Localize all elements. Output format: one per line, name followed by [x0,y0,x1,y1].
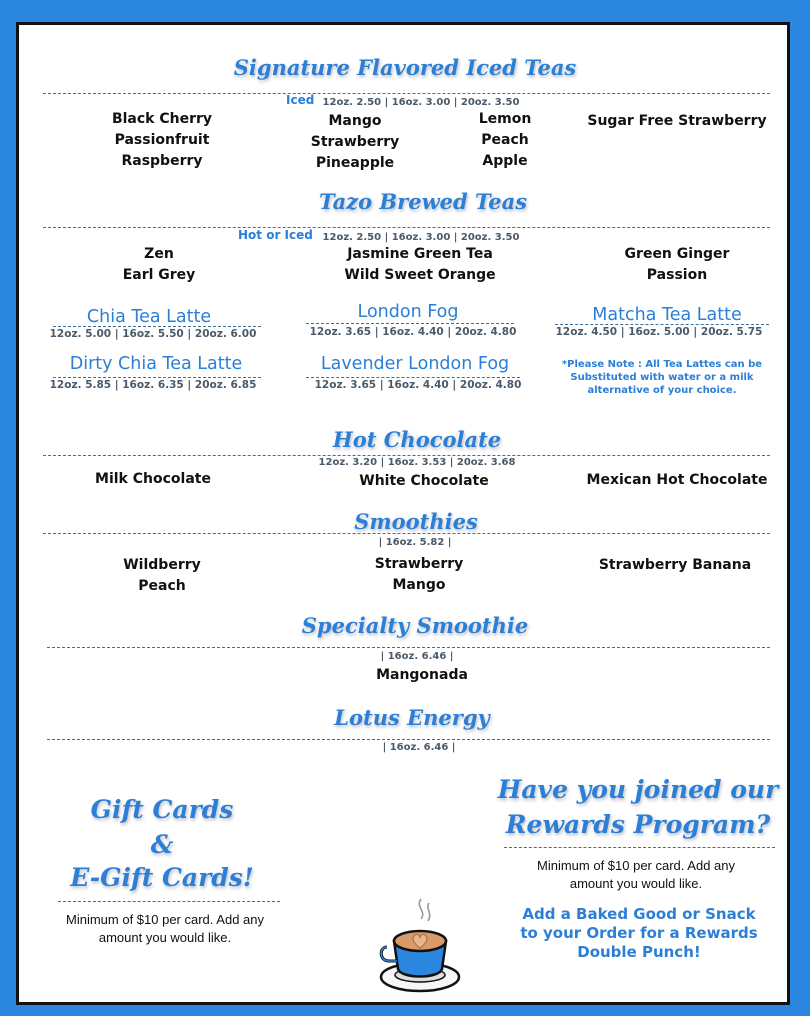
matcha-latte-name: Matcha Tea Latte [592,305,742,325]
london-fog-name: London Fog [357,302,459,322]
smoothies-col2 [375,554,464,596]
coffee-cup-icon [377,895,463,997]
gift-cards-text: Minimum of $10 per card. Add any amount you would like. [66,912,264,945]
white-chocolate: White Chocolate [359,473,489,489]
menu-item: Jasmine Green Tea [347,246,493,262]
hot-chocolate-title: Hot Chocolate [332,427,502,452]
smoothies-col3 [599,555,751,576]
dirty-chia-name: Dirty Chia Tea Latte [69,354,243,374]
lavender-fog-name: Lavender London Fog [320,354,510,374]
tazo-col1 [123,244,196,286]
menu-item: Apple [482,153,528,169]
chia-latte-name: Chia Tea Latte [86,307,212,327]
tazo-prices: 12oz. 2.50 | 16oz. 3.00 | 20oz. 3.50 [322,232,520,243]
smoothies-title: Smoothies [354,509,478,534]
specialty-title: Specialty Smoothie [301,613,529,638]
gift-divider [58,901,280,902]
tazo-col2 [344,244,495,286]
menu-item: Wildberry [123,557,201,573]
lavender-divider [306,377,520,378]
menu-item: Strawberry [310,134,400,150]
matcha-latte-prices: 12oz. 4.50 | 16oz. 5.00 | 20oz. 5.75 [555,326,763,338]
hot-chocolate-prices: 12oz. 3.20 | 16oz. 3.53 | 20oz. 3.68 [318,457,516,468]
london-divider [306,323,514,324]
menu-item: Pineapple [315,155,395,171]
menu-item: Raspberry [121,153,203,169]
menu-item: Zen [144,246,174,262]
hot-chocolate-divider [43,455,770,456]
menu-item: Mango [392,577,446,593]
matcha-divider [555,324,769,325]
chia-latte-prices: 12oz. 5.00 | 16oz. 5.50 | 20oz. 6.00 [49,328,257,340]
menu-item: Peach [138,578,186,594]
tazo-title: Tazo Brewed Teas [318,189,528,214]
lotus-divider [47,739,770,740]
latte-note: *Please Note : All Tea Lattes can be Substituted with water or a milk alternative of your choice. [561,359,763,396]
signature-divider [43,93,770,94]
menu-item: Green Ginger [624,246,730,262]
signature-col2 [311,111,400,174]
rewards-promo: Add a Baked Good or Snack to your Order for a Rewards Double Punch! [520,905,758,961]
specialty-prices: | 16oz. 6.46 | [380,651,454,662]
tazo-label: Hot or Iced [238,228,313,242]
smoothies-divider [43,533,770,534]
mexican-hot-chocolate: Mexican Hot Chocolate [586,472,768,488]
dirty-chia-prices: 12oz. 5.85 | 16oz. 6.35 | 20oz. 6.85 [49,379,257,391]
menu-page [16,22,790,1005]
tazo-col3 [625,244,730,286]
rewards-line2: Rewards Program? [505,810,771,839]
gift-cards-line2: & [150,830,174,859]
lotus-title: Lotus Energy [334,705,490,730]
rewards-line1: Have you joined our [497,775,779,804]
gift-cards-line1: Gift Cards [90,795,234,824]
smoothies-col1 [123,555,201,597]
menu-item: Strawberry Banana [598,557,752,573]
signature-col4 [587,111,766,132]
rewards-divider [504,847,775,848]
menu-item: Earl Grey [122,267,196,283]
milk-chocolate: Milk Chocolate [95,471,211,487]
chia-divider [53,326,261,327]
menu-item: Peach [481,132,529,148]
menu-item: Passion [646,267,708,283]
menu-item: Sugar Free Strawberry [587,113,767,129]
signature-prices: 12oz. 2.50 | 16oz. 3.00 | 20oz. 3.50 [322,97,520,108]
mangonada: Mangonada [376,667,468,683]
london-fog-prices: 12oz. 3.65 | 16oz. 4.40 | 20oz. 4.80 [309,326,517,338]
menu-item: Lemon [478,111,532,127]
rewards-text: Minimum of $10 per card. Add any amount you would like. [537,858,735,891]
menu-item: Wild Sweet Orange [344,267,496,283]
menu-item: Passionfruit [114,132,210,148]
signature-title: Signature Flavored Iced Teas [233,55,577,80]
menu-item: Black Cherry [111,111,213,127]
smoothies-prices: | 16oz. 5.82 | [378,537,452,548]
signature-label: Iced [286,93,315,107]
menu-item: Mango [328,113,382,129]
signature-col3 [479,109,532,172]
lotus-prices: | 16oz. 6.46 | [382,742,456,753]
gift-cards-line3: E-Gift Cards! [70,863,254,892]
menu-item: Strawberry [374,556,464,572]
tazo-divider [43,227,770,228]
specialty-divider [47,647,770,648]
dirty-divider [53,377,261,378]
lavender-fog-prices: 12oz. 3.65 | 16oz. 4.40 | 20oz. 4.80 [314,379,522,391]
signature-col1 [112,109,212,172]
